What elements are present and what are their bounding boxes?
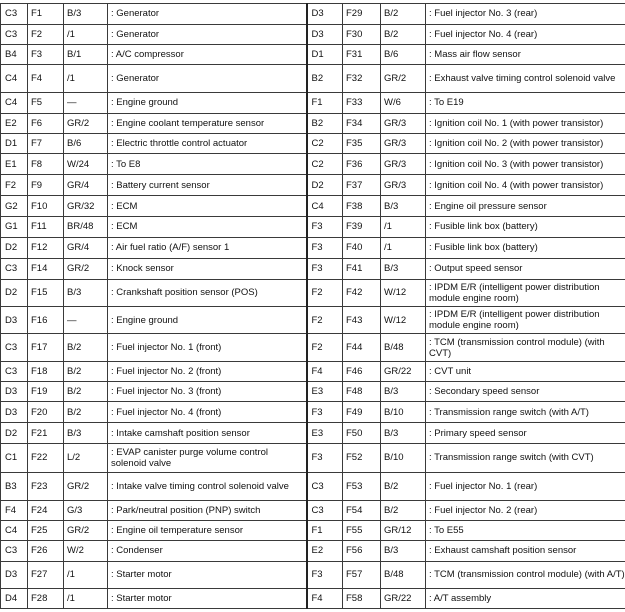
connector-color: B/10: [381, 444, 426, 473]
grid-location: F3: [307, 216, 343, 237]
grid-location: D3: [1, 561, 28, 588]
table-row: [1, 381, 625, 402]
connector-color: GR/22: [381, 589, 426, 609]
connector-color: /1: [64, 24, 108, 44]
table-row: [1, 258, 625, 279]
connector-description: : Starter motor: [108, 589, 307, 609]
connector-description: : Ignition coil No. 2 (with power transistor): [426, 133, 625, 154]
connector-color: /1: [381, 237, 426, 258]
connector-number: F7: [28, 133, 64, 154]
grid-location: F4: [307, 361, 343, 381]
grid-location: C3: [307, 501, 343, 521]
table-row: [1, 402, 625, 423]
grid-location: C4: [1, 65, 28, 92]
connector-description: : Air fuel ratio (A/F) sensor 1: [108, 237, 307, 258]
connector-color: W/12: [381, 279, 426, 306]
connector-number: F55: [343, 521, 381, 541]
connector-number: F19: [28, 381, 64, 402]
connector-color: GR/2: [64, 521, 108, 541]
connector-number: F18: [28, 361, 64, 381]
connector-description: : Mass air flow sensor: [426, 44, 625, 65]
connector-number: F38: [343, 196, 381, 217]
connector-description: : Exhaust camshaft position sensor: [426, 540, 625, 561]
table-row: [1, 361, 625, 381]
grid-location: F4: [1, 501, 28, 521]
connector-number: F28: [28, 589, 64, 609]
grid-location: C2: [307, 154, 343, 175]
grid-location: B4: [1, 44, 28, 65]
connector-color: B/10: [381, 402, 426, 423]
connector-description: : Fusible link box (battery): [426, 237, 625, 258]
connector-number: F24: [28, 501, 64, 521]
connector-number: F33: [343, 92, 381, 113]
grid-location: F2: [307, 306, 343, 333]
connector-number: F12: [28, 237, 64, 258]
connector-color: B/48: [381, 561, 426, 588]
connector-color: /1: [64, 65, 108, 92]
connector-number: F10: [28, 196, 64, 217]
connector-number: F58: [343, 589, 381, 609]
connector-description: : Ignition coil No. 3 (with power transistor): [426, 154, 625, 175]
connector-number: F6: [28, 113, 64, 133]
table-row: [1, 501, 625, 521]
table-row: [1, 65, 625, 92]
connector-description: : Output speed sensor: [426, 258, 625, 279]
connector-description: : Ignition coil No. 4 (with power transistor): [426, 175, 625, 196]
connector-description: : Electric throttle control actuator: [108, 133, 307, 154]
connector-color: B/3: [64, 279, 108, 306]
table-row: [1, 44, 625, 65]
connector-description: : TCM (transmission control module) (with CVT): [426, 334, 625, 361]
connector-color: GR/22: [381, 361, 426, 381]
connector-color: B/2: [64, 361, 108, 381]
grid-location: C4: [307, 196, 343, 217]
connector-number: F40: [343, 237, 381, 258]
grid-location: D3: [307, 24, 343, 44]
connector-color: B/6: [381, 44, 426, 65]
connector-description: : Fusible link box (battery): [426, 216, 625, 237]
connector-number: F2: [28, 24, 64, 44]
connector-description: : Primary speed sensor: [426, 423, 625, 444]
connector-number: F5: [28, 92, 64, 113]
grid-location: F2: [1, 175, 28, 196]
connector-color: B/2: [64, 381, 108, 402]
connector-color: B/2: [381, 472, 426, 501]
connector-number: F11: [28, 216, 64, 237]
connector-color: GR/32: [64, 196, 108, 217]
connector-color: B/3: [64, 4, 108, 25]
connector-number: F46: [343, 361, 381, 381]
connector-number: F49: [343, 402, 381, 423]
grid-location: B2: [307, 65, 343, 92]
connector-table-body: [1, 4, 625, 609]
connector-description: : TCM (transmission control module) (with A/T): [426, 561, 625, 588]
table-row: [1, 561, 625, 588]
table-row: [1, 472, 625, 501]
connector-color: GR/2: [381, 65, 426, 92]
connector-number: F39: [343, 216, 381, 237]
connector-color: B/3: [381, 258, 426, 279]
connector-number: F52: [343, 444, 381, 473]
grid-location: C3: [1, 24, 28, 44]
connector-color: GR/2: [64, 113, 108, 133]
connector-number: F29: [343, 4, 381, 25]
connector-number: F50: [343, 423, 381, 444]
table-row: [1, 444, 625, 473]
connector-color: /1: [64, 561, 108, 588]
table-row: [1, 4, 625, 25]
grid-location: F3: [307, 444, 343, 473]
connector-number: F17: [28, 334, 64, 361]
connector-description: : A/C compressor: [108, 44, 307, 65]
connector-description: : Transmission range switch (with A/T): [426, 402, 625, 423]
connector-number: F43: [343, 306, 381, 333]
table-row: [1, 279, 625, 306]
connector-color: W/12: [381, 306, 426, 333]
grid-location: C3: [1, 540, 28, 561]
grid-location: F3: [307, 402, 343, 423]
connector-description: : To E19: [426, 92, 625, 113]
connector-number: F32: [343, 65, 381, 92]
connector-number: F35: [343, 133, 381, 154]
grid-location: F3: [307, 237, 343, 258]
connector-description: : IPDM E/R (intelligent power distribution module engine room): [426, 306, 625, 333]
connector-color: GR/3: [381, 175, 426, 196]
connector-color: W/2: [64, 540, 108, 561]
connector-color: /1: [381, 216, 426, 237]
connector-description: : To E8: [108, 154, 307, 175]
connector-number: F26: [28, 540, 64, 561]
connector-description: : Ignition coil No. 1 (with power transistor): [426, 113, 625, 133]
connector-number: F23: [28, 472, 64, 501]
connector-color: GR/2: [64, 258, 108, 279]
table-row: [1, 589, 625, 609]
connector-number: F48: [343, 381, 381, 402]
grid-location: B2: [307, 113, 343, 133]
grid-location: E2: [307, 540, 343, 561]
connector-color: B/1: [64, 44, 108, 65]
grid-location: D3: [1, 402, 28, 423]
connector-color: —: [64, 92, 108, 113]
connector-description: : ECM: [108, 196, 307, 217]
connector-color: BR/48: [64, 216, 108, 237]
connector-number: F20: [28, 402, 64, 423]
connector-description: : Fuel injector No. 2 (front): [108, 361, 307, 381]
grid-location: D2: [1, 279, 28, 306]
table-row: [1, 423, 625, 444]
connector-description: : Transmission range switch (with CVT): [426, 444, 625, 473]
table-row: [1, 306, 625, 333]
connector-description: : Starter motor: [108, 561, 307, 588]
connector-color: W/24: [64, 154, 108, 175]
connector-number: F36: [343, 154, 381, 175]
table-row: [1, 133, 625, 154]
connector-color: GR/4: [64, 237, 108, 258]
connector-number: F9: [28, 175, 64, 196]
connector-description: : Engine oil temperature sensor: [108, 521, 307, 541]
grid-location: F1: [307, 521, 343, 541]
connector-description: : Intake camshaft position sensor: [108, 423, 307, 444]
connector-number: F22: [28, 444, 64, 473]
connector-description: : CVT unit: [426, 361, 625, 381]
grid-location: D3: [307, 4, 343, 25]
connector-number: F41: [343, 258, 381, 279]
connector-color: GR/12: [381, 521, 426, 541]
connector-description: : Fuel injector No. 2 (rear): [426, 501, 625, 521]
connector-table: [0, 3, 625, 609]
grid-location: F2: [307, 334, 343, 361]
grid-location: F2: [307, 279, 343, 306]
connector-color: GR/3: [381, 133, 426, 154]
connector-description: : EVAP canister purge volume control solenoid valve: [108, 444, 307, 473]
table-row: [1, 113, 625, 133]
connector-color: B/3: [64, 423, 108, 444]
grid-location: G1: [1, 216, 28, 237]
connector-number: F57: [343, 561, 381, 588]
grid-location: C3: [1, 334, 28, 361]
connector-color: B/2: [64, 402, 108, 423]
connector-description: : Fuel injector No. 4 (front): [108, 402, 307, 423]
table-row: [1, 237, 625, 258]
grid-location: G2: [1, 196, 28, 217]
connector-number: F56: [343, 540, 381, 561]
connector-number: F8: [28, 154, 64, 175]
grid-location: D4: [1, 589, 28, 609]
connector-color: W/6: [381, 92, 426, 113]
grid-location: D1: [307, 44, 343, 65]
connector-description: : Condenser: [108, 540, 307, 561]
connector-description: : Secondary speed sensor: [426, 381, 625, 402]
connector-color: /1: [64, 589, 108, 609]
connector-description: : Fuel injector No. 3 (rear): [426, 4, 625, 25]
connector-description: : A/T assembly: [426, 589, 625, 609]
grid-location: C3: [1, 4, 28, 25]
connector-description: : Knock sensor: [108, 258, 307, 279]
connector-color: B/2: [381, 501, 426, 521]
connector-description: : Engine ground: [108, 92, 307, 113]
connector-description: : Engine oil pressure sensor: [426, 196, 625, 217]
grid-location: E3: [307, 423, 343, 444]
connector-description: : Park/neutral position (PNP) switch: [108, 501, 307, 521]
grid-location: D2: [1, 423, 28, 444]
connector-number: F34: [343, 113, 381, 133]
grid-location: C3: [307, 472, 343, 501]
connector-color: B/3: [381, 196, 426, 217]
connector-color: B/3: [381, 540, 426, 561]
grid-location: D3: [1, 306, 28, 333]
connector-number: F16: [28, 306, 64, 333]
grid-location: E1: [1, 154, 28, 175]
connector-description: : Battery current sensor: [108, 175, 307, 196]
connector-number: F15: [28, 279, 64, 306]
table-row: [1, 175, 625, 196]
grid-location: B3: [1, 472, 28, 501]
connector-number: F25: [28, 521, 64, 541]
table-row: [1, 334, 625, 361]
grid-location: C2: [307, 133, 343, 154]
connector-number: F37: [343, 175, 381, 196]
connector-description: : Engine ground: [108, 306, 307, 333]
connector-number: F1: [28, 4, 64, 25]
connector-number: F27: [28, 561, 64, 588]
grid-location: D1: [1, 133, 28, 154]
table-row: [1, 92, 625, 113]
connector-color: B/3: [381, 423, 426, 444]
connector-description: : Generator: [108, 65, 307, 92]
connector-description: : Fuel injector No. 1 (front): [108, 334, 307, 361]
connector-color: B/2: [64, 334, 108, 361]
table-row: [1, 521, 625, 541]
connector-number: F4: [28, 65, 64, 92]
connector-color: G/3: [64, 501, 108, 521]
connector-description: : ECM: [108, 216, 307, 237]
connector-description: : Intake valve timing control solenoid valve: [108, 472, 307, 501]
grid-location: E3: [307, 381, 343, 402]
connector-number: F53: [343, 472, 381, 501]
connector-number: F3: [28, 44, 64, 65]
connector-description: : Generator: [108, 4, 307, 25]
grid-location: D2: [307, 175, 343, 196]
connector-number: F31: [343, 44, 381, 65]
grid-location: C1: [1, 444, 28, 473]
connector-color: L/2: [64, 444, 108, 473]
connector-description: : To E55: [426, 521, 625, 541]
grid-location: C4: [1, 521, 28, 541]
grid-location: C3: [1, 258, 28, 279]
connector-description: : Crankshaft position sensor (POS): [108, 279, 307, 306]
connector-number: F21: [28, 423, 64, 444]
connector-number: F44: [343, 334, 381, 361]
connector-color: B/48: [381, 334, 426, 361]
grid-location: D3: [1, 381, 28, 402]
grid-location: C3: [1, 361, 28, 381]
connector-description: : Engine coolant temperature sensor: [108, 113, 307, 133]
connector-color: GR/3: [381, 154, 426, 175]
connector-color: GR/4: [64, 175, 108, 196]
connector-description: : Exhaust valve timing control solenoid valve: [426, 65, 625, 92]
connector-number: F42: [343, 279, 381, 306]
grid-location: F4: [307, 589, 343, 609]
table-row: [1, 24, 625, 44]
table-row: [1, 216, 625, 237]
connector-color: GR/3: [381, 113, 426, 133]
connector-color: B/3: [381, 381, 426, 402]
grid-location: D2: [1, 237, 28, 258]
connector-color: B/6: [64, 133, 108, 154]
grid-location: E2: [1, 113, 28, 133]
table-row: [1, 154, 625, 175]
table-row: [1, 540, 625, 561]
connector-color: —: [64, 306, 108, 333]
grid-location: C4: [1, 92, 28, 113]
connector-color: B/2: [381, 24, 426, 44]
grid-location: F3: [307, 258, 343, 279]
connector-description: : Fuel injector No. 1 (rear): [426, 472, 625, 501]
table-row: [1, 196, 625, 217]
connector-number: F54: [343, 501, 381, 521]
grid-location: F3: [307, 561, 343, 588]
connector-number: F14: [28, 258, 64, 279]
grid-location: F1: [307, 92, 343, 113]
connector-color: GR/2: [64, 472, 108, 501]
connector-number: F30: [343, 24, 381, 44]
connector-color: B/2: [381, 4, 426, 25]
connector-description: : Generator: [108, 24, 307, 44]
connector-description: : Fuel injector No. 3 (front): [108, 381, 307, 402]
connector-description: : IPDM E/R (intelligent power distribution module engine room): [426, 279, 625, 306]
connector-description: : Fuel injector No. 4 (rear): [426, 24, 625, 44]
